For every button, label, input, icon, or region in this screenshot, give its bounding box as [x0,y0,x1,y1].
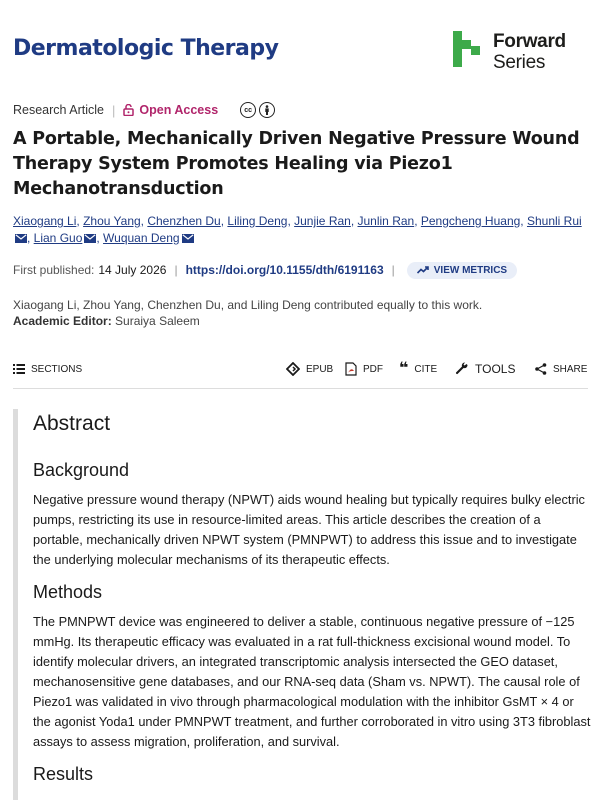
by-icon [259,102,275,118]
author-link[interactable]: Lian Guo [33,231,83,245]
pub-divider: | [174,263,178,277]
author-link[interactable]: Shunli Rui [526,214,582,228]
email-icon[interactable] [84,234,96,243]
series-name-line1: Forward [493,31,566,52]
first-published-label: First published: [13,263,95,277]
list-icon [13,364,25,374]
tools-label: TOOLS [475,362,516,376]
article-type: Research Article [13,103,105,117]
journal-header [0,0,599,90]
doi-link[interactable]: https://doi.org/10.1155/dth/6191163 [185,263,384,277]
meta-divider: | [112,102,116,118]
author-link[interactable]: Junjie Ran [294,214,351,228]
wrench-icon [455,362,469,376]
methods-heading: Methods [33,582,103,602]
trend-up-icon [417,266,429,274]
tools-button[interactable] [455,358,515,380]
sections-label: SECTIONS [31,363,83,375]
results-heading: Results [33,764,94,784]
sections-button[interactable] [13,358,82,380]
abstract-section [13,409,599,800]
unlock-icon [123,104,134,116]
epub-icon [286,362,300,376]
journal-title[interactable]: Dermatologic Therapy [13,36,279,61]
academic-editor-name: Suraiya Saleem [115,314,200,328]
author-link[interactable]: Junlin Ran [357,214,415,228]
author-link[interactable]: Pengcheng Huang [420,214,521,228]
academic-editor [13,313,200,329]
cc-icon: cc [240,102,256,118]
toolbar-divider [13,388,588,389]
article-meta-row [13,101,275,119]
share-label: SHARE [553,363,588,375]
equal-contribution-note: Xiaogang Li, Zhou Yang, Chenzhen Du, and Liling Deng contributed equally to this work. [13,298,483,312]
cite-button[interactable] [399,358,437,380]
pdf-button[interactable] [345,358,383,380]
author-link[interactable]: Liling Deng [227,214,288,228]
open-access-badge [123,103,218,117]
share-button[interactable] [535,358,587,380]
license-icons[interactable] [240,102,275,118]
forward-series-logo[interactable] [453,31,583,75]
author-link[interactable]: Xiaogang Li [13,214,77,228]
share-icon [535,363,547,375]
epub-button[interactable] [286,358,333,380]
open-access-label: Open Access [139,103,219,117]
cite-label: CITE [414,363,438,375]
author-list: Xiaogang Li, Zhou Yang, Chenzhen Du, Liling Deng, Junjie Ran, Junlin Ran, Pengcheng Huang, Shunli Rui, Lian Guo , Wuquan Deng [13,214,582,245]
view-metrics-button[interactable] [407,262,517,279]
quote-icon: ❝ [399,360,409,377]
academic-editor-label: Academic Editor: [13,314,112,328]
view-metrics-label: VIEW METRICS [433,264,508,276]
pdf-label: PDF [363,363,383,375]
author-link[interactable]: Chenzhen Du [147,214,221,228]
article-toolbar [13,358,588,380]
author-link[interactable]: Zhou Yang [83,214,141,228]
methods-text: The PMNPWT device was engineered to deliver a stable, continuous negative pressure of −125 mmHg. Its therapeutic efficacy was evaluated in a rat full-thickness excisional wound model. To identify molecular drivers, an integrated transcriptomic analysis intersected the GEO dataset, mechanosensitive gene databases, and our RNA-seq data (Sham vs. NPWT). The causal role of Piezo1 was validated in vivo through pharmacological modulation with the inhibitor GsMT × 4 or the agonist Yoda1 under PMNPWT treatment, and further corroborated in vitro using 3T3 fibroblast assays to assess migration, proliferation, and survival. [33,614,591,749]
background-heading: Background [33,460,130,480]
pub-divider: | [391,263,395,277]
author-link[interactable]: Wuquan Deng [103,231,180,245]
article-title: A Portable, Mechanically Driven Negative Pressure Wound Therapy System Promotes Healing via Piezo1 Mechanotransduction [13,129,580,199]
background-text: Negative pressure wound therapy (NPWT) aids wound healing but typically requires bulky electric pumps, restricting its use in resource-limited areas. This article describes the creation of a portable, mechanically driven NPWT system (PMNPWT) to address this issue and to investigate the underlying molecular mechanisms of its therapeutic effects. [33,492,585,567]
publication-info [13,260,517,280]
forward-series-icon [453,31,483,71]
series-name-line2: Series [493,52,546,73]
publication-date: 14 July 2026 [98,263,167,277]
abstract-heading: Abstract [33,412,111,435]
email-icon[interactable] [182,234,194,243]
epub-label: EPUB [306,363,334,375]
pdf-icon [345,362,357,376]
email-icon[interactable] [15,234,27,243]
